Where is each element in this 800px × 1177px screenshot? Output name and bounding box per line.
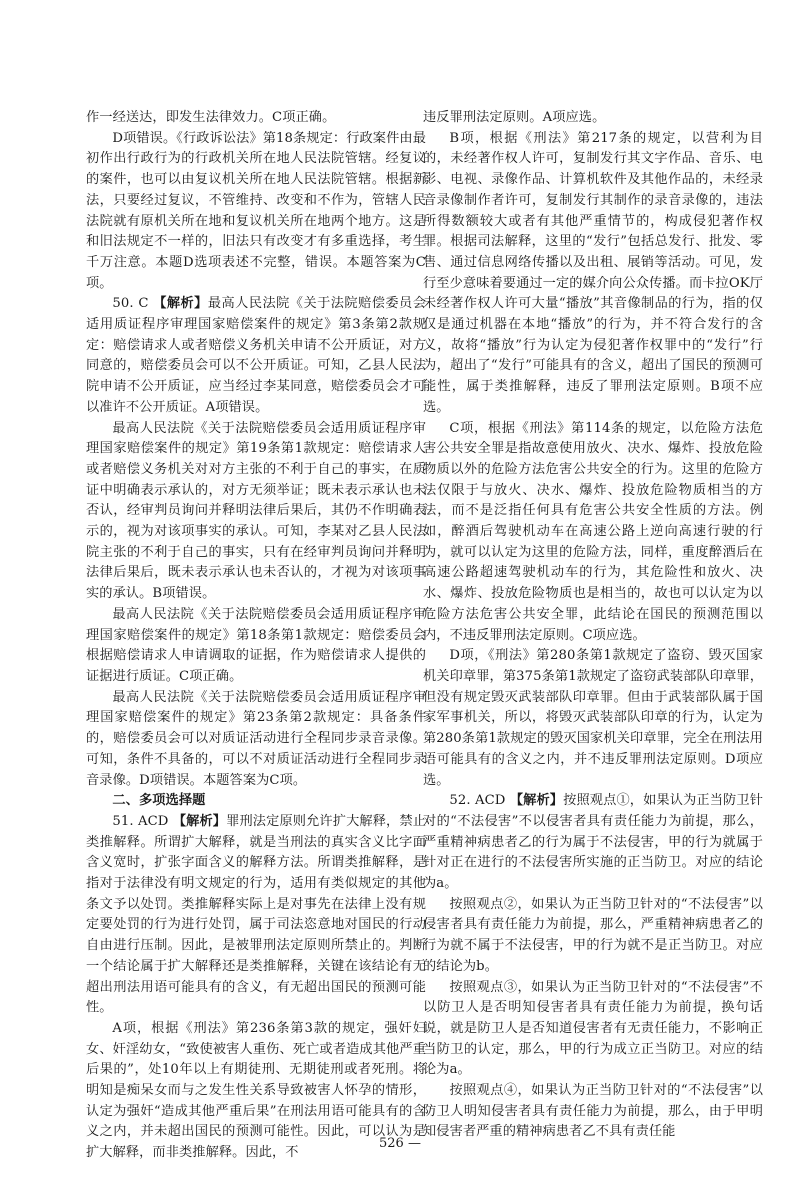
answer-paragraph — [86, 812, 426, 1019]
paragraph: 作一经送达，即发生法律效力。C项正确。 — [86, 110, 336, 125]
answer-text: 罪刑法定原则允许扩大解释，禁止类推解释。所谓扩大解释，就是当刑法的真实含义比字面含义宽时，扩张字面含义的解释方法。所谓类推解释，是指对于法律没有明文规定的行为，适用有类似规定的其他条文予以处罚。类推解释实际上是对事先在法律上没有规定要处罚的行为进行处罚，属于司法恣意地对国民的行动自由进行压制。因此，是被罪刑法定原则所禁止的。判断一个结论属于扩大解释还是类推解释，关键在该结论有无超出刑法用语可能具有的含义，有无超出国民的预测可能性。 — [86, 813, 426, 1016]
paragraph: 违反罪刑法定原则。A项应选。 — [423, 110, 606, 125]
page-footer — [0, 1136, 800, 1151]
paragraph: 最高人民法院《关于法院赔偿委员会适用质证程序审理国家赔偿案件的规定》第18条第1款规定：赔偿委员会根据赔偿请求人申请调取的证据，作为赔偿请求人提供的证据进行质证。C项正确。 — [86, 606, 426, 684]
paragraph: 按照观点④，如果认为正当防卫针对的“不法侵害”以防卫人明知侵害者具有责任能力为前提，那么，由于甲明知侵害者严重的精神病患者乙不具有责任能 — [423, 1083, 763, 1140]
page-number: 526 — [379, 1136, 404, 1151]
paragraph: D项错误。《行政诉讼法》第18条规定：行政案件由最初作出行政行为的行政机关所在地人民法院管辖。经复议的案件，也可以由复议机关所在地人民法院管辖。根据新法，只要经过复议，不管维持、改变和不作为，管辖人民法院就有原机关所在地和复议机关所在地两个地方。这是和旧法规定不一样的，旧法只有改变才有多重选择，考生千万注意。本题D选项表述不完整，错误。本题答案为C项。 — [86, 130, 426, 291]
answer-paragraph — [423, 791, 763, 895]
answer-text: 最高人民法院《关于法院赔偿委员会适用质证程序审理国家赔偿案件的规定》第3条第2款规定：赔偿请求人或者赔偿义务机关申请不公开质证，对方同意的，赔偿委员会可以不公开质证。可知，乙县人民法院申请不公开质证，应当经过李某同意，赔偿委员会才可以准许不公开质证。A项错误。 — [86, 296, 427, 415]
footer-dash: — — [407, 1136, 421, 1151]
answer-paragraph — [86, 294, 426, 418]
section-heading: 二、多项选择题 — [112, 793, 206, 809]
paragraph: 最高人民法院《关于法院赔偿委员会适用质证程序审理国家赔偿案件的规定》第23条第2款规定：具备条件的，赔偿委员会可以对质证活动进行全程同步录音录像。可知，条件不具备的，可以不对质证活动进行全程同步录音录像。D项错误。本题答案为C项。 — [86, 689, 426, 788]
paragraph: 按照观点②，如果认为正当防卫针对的“不法侵害”以侵害者具有责任能力为前提，那么，严重精神病患者乙的行为就不属于不法侵害，甲的行为就不是正当防卫。对应的结论为b。 — [423, 896, 763, 974]
right-column — [423, 108, 763, 1143]
analysis-tag: 【解析】 — [172, 813, 227, 829]
paragraph: D项，《刑法》第280条第1款规定了盗窃、毁灭国家机关印章罪，第375条第1款规定了盗窃武装部队印章罪，但没有规定毁灭武装部队印章罪。但由于武装部队属于国家军事机关，所以，将毁灭武装部队印章的行为，认定为第280条第1款规定的毁灭国家机关印章罪，完全在刑法用语可能具有的含义之内，并不违反罪刑法定原则。D项应选。 — [423, 648, 763, 788]
analysis-tag: 【解析】 — [153, 296, 208, 312]
answer-number: 52. ACD — [449, 793, 506, 809]
paragraph: 按照观点③，如果认为正当防卫针对的“不法侵害”不以防卫人是否明知侵害者具有责任能力为前提，换句话说，就是防卫人是否知道侵害者有无责任能力，不影响正当防卫的认定，那么，甲的行为成立正当防卫。对应的结论为a。 — [423, 979, 763, 1078]
analysis-tag: 【解析】 — [509, 793, 564, 809]
paragraph: 最高人民法院《关于法院赔偿委员会适用质证程序审理国家赔偿案件的规定》第19条第1款规定：赔偿请求人或者赔偿义务机关对对方主张的不利于自己的事实，在质证中明确表示承认的，对方无须举证；既未表示承认也未否认，经审判员询问并释明法律后果后，其仍不作明确表示的，视为对该项事实的承认。可知，李某对乙县人民法院主张的不利于自己的事实，只有在经审判员询问并释明法律后果后，既未表示承认也未否认的，才视为对该项事实的承认。B项错误。 — [86, 420, 426, 602]
left-column — [86, 108, 426, 1164]
paragraph: C项，根据《刑法》第114条的规定，以危险方法危害公共安全罪是指故意使用放火、决水、爆炸、投放危险物质以外的危险方法危害公共安全的行为。这里的危险方法仅限于与放火、决水、爆炸、投放危险物质相当的方法，而不是泛指任何具有危害公共安全性质的方法。例如，醉酒后驾驶机动车在高速公路上逆向高速行驶的行为，就可以认定为这里的危险方法，同样，重度醉酒后在高速公路超速驾驶机动车的行为，其危险性和放火、决水、爆炸、投放危险物质也是相当的，故也可以认定为以危险方法危害公共安全罪，此结论在国民的预测范围以内，不违反罪刑法定原则。C项应选。 — [423, 420, 763, 643]
answer-text: 按照观点①，如果认为正当防卫针对的“不法侵害”不以侵害者具有责任能力为前提，那么，严重精神病患者乙的行为属于不法侵害，甲的行为就属于针对正在进行的不法侵害所实施的正当防卫。对应的结论为a。 — [423, 793, 763, 892]
answer-number: 50. C — [112, 296, 149, 312]
paragraph: B项，根据《刑法》第217条的规定，以营利为目的，未经著作权人许可，复制发行其文字作品、音乐、电影、电视、录像作品、计算机软件及其他作品的，未经录音录像制作者许可，复制发行其制作的录音录像的，违法所得数额较大或者有其他严重情节的，构成侵犯著作权罪。根据司法解释，这里的“发行”包括总发行、批发、零售、通过信息网络传播以及出租、展销等活动。可见，发行至少意味着要通过一定的媒介向公众传播。而卡拉OK厅未经著作权人许可大量“播放”其音像制品的行为，指的仅仅是通过机器在本地“播放”的行为，并不符合发行的含义，故将“播放”行为认定为侵犯著作权罪中的“发行”行为，超出了“发行”可能具有的含义，超出了国民的预测可能性，属于类推解释，违反了罪刑法定原则。B项不应选。 — [423, 130, 763, 415]
paragraph: A项，根据《刑法》第236条第3款的规定，强奸妇女、奸淫幼女，“致使被害人重伤、死亡或者造成其他严重后果的”，处10年以上有期徒刑、无期徒刑或者死刑。将明知是痴呆女而与之发生性关系导致被害人怀孕的情形，认定为强奸“造成其他严重后果”在刑法用语可能具有的含义之内，并未超出国民的预测可能性。因此，可以认为是扩大解释，而非类推解释。因此，不 — [86, 1020, 426, 1161]
answer-number: 51. ACD — [112, 813, 169, 829]
